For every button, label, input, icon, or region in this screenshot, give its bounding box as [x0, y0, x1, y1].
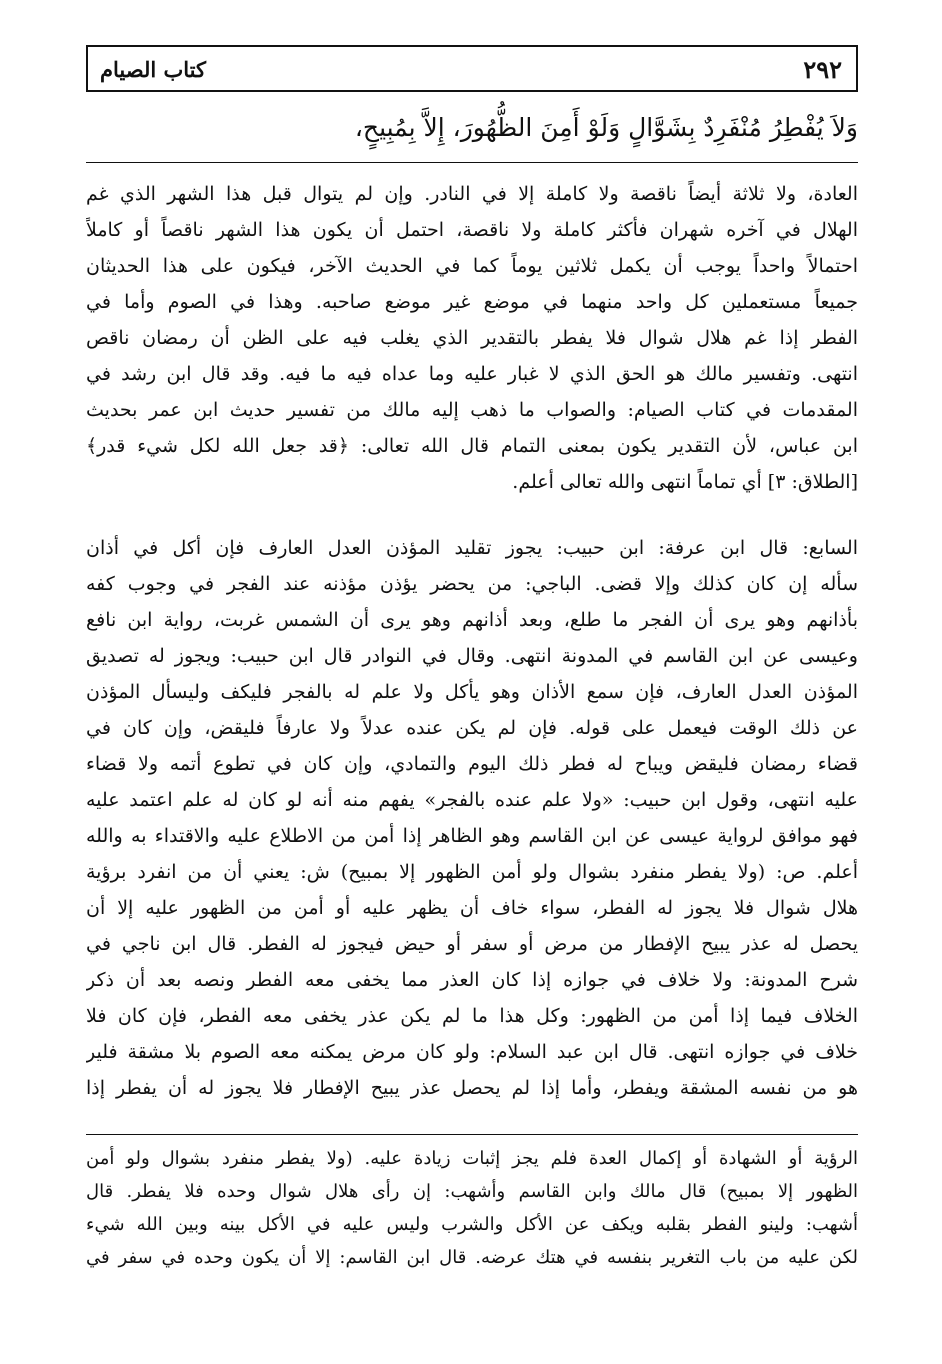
text-line: أعلم. ص: (ولا يفطر منفرد بشوال ولو أمن الظهور إلا بمبيح) ش: يعني أن من انفرد برؤية — [86, 861, 858, 883]
footnote-line: لكن عليه من باب التغرير بنفسه في هتك عرضه. قال ابن القاسم: إلا أن يكون وحده في سفر في — [86, 1247, 858, 1268]
commentary-paragraph-1 — [86, 176, 858, 500]
footnote-line: الظهور إلا بمبيح) قال مالك وابن القاسم وأشهب: إن رأى هلال شوال وحده فلا يفطر. قال — [86, 1181, 858, 1202]
text-line: الخلاف فيما إذا أمن من الظهور: وكل هذا ما لم يكن عذر يخفى معه الفطر، فإن كان فلا — [86, 1005, 858, 1027]
text-line: الفطر إذا غم هلال شوال فلا يفطر بالتقدير الذي يغلب فيه على الظن أن رمضان ناقص — [86, 327, 858, 349]
running-header — [86, 45, 858, 92]
footnote — [86, 1142, 858, 1274]
text-line: انتهى. وتفسير مالك هو الحق الذي لا غبار عليه وما عداه فيه ما فيه. وقد قال ابن رشد في — [86, 363, 858, 385]
book-title: كتاب الصيام — [100, 57, 206, 82]
text-line: احتمالاً واحداً يوجب أن يكمل ثلاثين يوماً كما في الحديث الآخر، فيكون على هذا الحديثان — [86, 255, 858, 277]
text-line: هو من نفسه المشقة ويفطر، وأما إذا لم يحصل عذر يبيح الإفطار فلا يجوز له أن يفطر إذا — [86, 1077, 858, 1099]
text-line: المقدمات في كتاب الصيام: والصواب ما ذهب إليه مالك من تفسير حديث ابن عمر بحديث — [86, 399, 858, 421]
text-line: فهو موافق لرواية عيسى عن ابن القاسم وهو الظاهر إذا أمن من الاطلاع عليه والاقتداء به والله — [86, 825, 858, 847]
text-line: ابن عباس، لأن التقدير يكون بمعنى التمام قال الله تعالى: ﴿قد جعل الله لكل شيء قدر﴾ — [86, 435, 858, 457]
text-line: وعيسى عن ابن القاسم في المدونة انتهى. وقال في النوادر قال ابن حبيب: ويجوز له تصديق — [86, 645, 858, 667]
text-line: [الطلاق: ٣] أي تماماً انتهى والله تعالى أعلم. — [512, 471, 858, 493]
text-line: يحصل له عذر يبيح الإفطار من مرض أو سفر أو حيض فيجوز له الفطر. قال ابن ناجي في — [86, 933, 858, 955]
footnote-line: أشهب: ولينو الفطر بقلبه ويكف عن الأكل والشرب وليس عليه في الأكل بينه وبين الله شيء — [86, 1214, 858, 1235]
matn-divider — [86, 162, 858, 163]
text-line: قضاء رمضان فليقض ويباح له فطر ذلك اليوم والتمادي، وإن كان في تطوع أتمه ولا قضاء — [86, 753, 858, 775]
text-line: المؤذن العدل العارف، فإن سمع الأذان وهو يأكل ولا علم له بالفجر فليكف وليسأل المؤذن — [86, 681, 858, 703]
text-line: خلاف في جوازه انتهى. قال ابن عبد السلام: ولو كان مرض يمكنه معه الصوم بلا مشقة فلير — [86, 1041, 858, 1063]
text-line: جميعاً مستعملين كل واحد منهما في موضع غير موضع صاحبه. وهذا في الصوم وأما في — [86, 291, 858, 313]
footnote-line: الرؤية أو الشهادة أو إكمال العدة فلم يجز إثبات زيادة عليه. (ولا يفطر منفرد بشوال ولو أمن — [86, 1148, 858, 1169]
text-line: هلال شوال فلا يجوز له الفطر، سواء خاف أن يظهر عليه أو أمن من الظهور عليه إلا أن — [86, 897, 858, 919]
footnote-divider — [86, 1134, 858, 1135]
text-line: العادة، ولا ثلاثة أيضاً ناقصة ولا كاملة إلا في النادر. وإن لم يتوال قبل هذا الشهر الذي غم — [86, 183, 858, 205]
text-line: بأذانهم وهو يرى أن الفجر ما طلع، وبعد أذانهم وهو يرى أن الشمس غربت، رواية ابن نافع — [86, 609, 858, 631]
commentary-paragraph-2 — [86, 530, 858, 1106]
text-line: سأله إن كان كذلك وإلا قضى. الباجي: من يحضر يؤذن مؤذنه عند الفجر في وجوب كفه — [86, 573, 858, 595]
text-line: عن ذلك الوقت فيعمل على قوله. فإن لم يكن عنده عدلاً ولا عارفاً فليقض، وإن كان في — [86, 717, 858, 739]
matn-text: وَلاَ يُفْطِرُ مُنْفَرِدٌ بِشَوَّالٍ وَلَوْ أَمِنَ الظُّهُورَ، إِلاَّ بِمُبِيحٍ، — [354, 113, 858, 142]
text-line: السابع: قال ابن عرفة: ابن حبيب: يجوز تقليد المؤذن العدل العارف فإن أكل في أذان — [86, 537, 858, 559]
text-line: الهلال في آخره شهران فأكثر كاملة ولا ناقصة، احتمل أن يكون هذا الشهر ناقصاً أو كاملاً — [86, 219, 858, 241]
text-line: عليه انتهى، وقول ابن حبيب: «ولا علم عنده بالفجر» يفهم منه أنه لو كان له علم اعتمد عليه — [86, 789, 858, 811]
page-number: ٢٩٢ — [803, 55, 842, 84]
text-line: شرح المدونة: ولا خلاف في جوازه إذا كان العذر مما يخفى معه الفطر ونصه بعد أن ذكر — [86, 969, 858, 991]
